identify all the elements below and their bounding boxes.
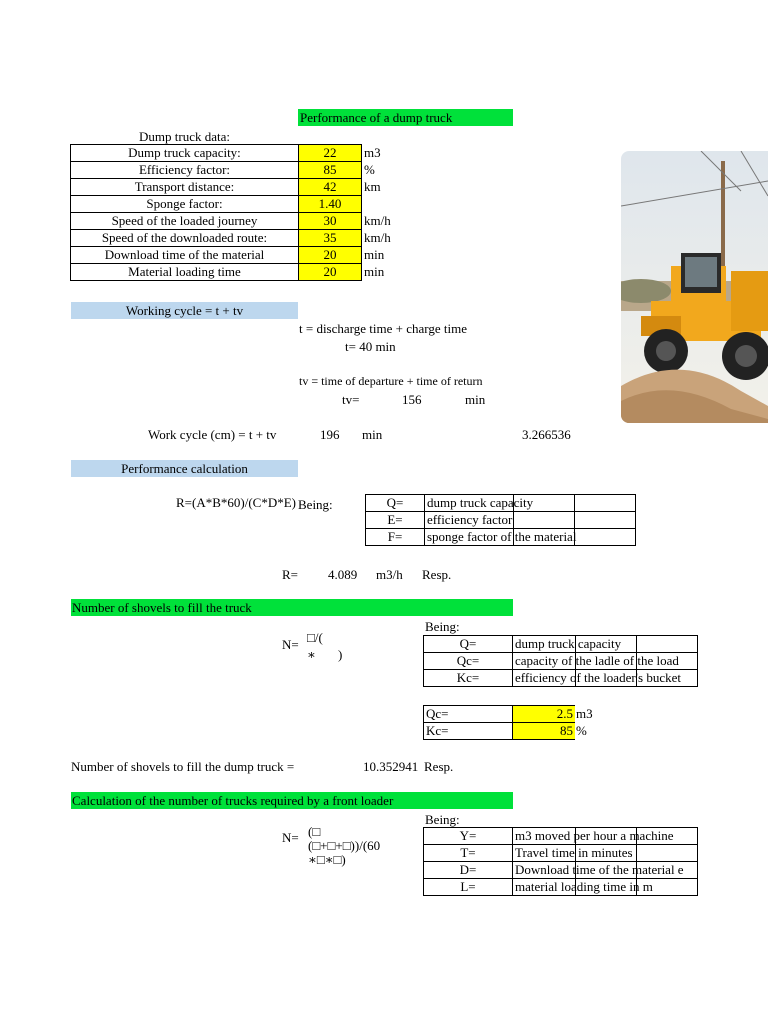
trucks-band (71, 792, 513, 809)
shovels-formula-bottom: ∗ (307, 647, 316, 662)
data-row-label: Dump truck capacity: (71, 145, 299, 162)
data-row-value[interactable]: 42 (299, 179, 362, 196)
data-row (71, 247, 407, 264)
definition-text: Download time of the material e (513, 862, 576, 879)
working-cycle-band (71, 302, 298, 319)
t-definition: t = discharge time + charge time (299, 321, 467, 336)
definition-row (366, 495, 636, 512)
data-row-label: Transport distance: (71, 179, 299, 196)
definition-row (424, 845, 698, 862)
definition-row (366, 512, 636, 529)
r-value: 4.089 (328, 567, 358, 582)
definition-symbol: L= (424, 879, 513, 896)
definition-text: efficiency factor (425, 512, 514, 529)
tv-label: tv= (342, 392, 360, 407)
tv-unit: min (465, 392, 486, 407)
definition-row (424, 653, 698, 670)
definition-text: Travel time in minutes (513, 845, 576, 862)
data-row (71, 213, 407, 230)
definition-empty-cell (575, 495, 636, 512)
data-row (71, 179, 407, 196)
shovels-input-table (423, 705, 575, 740)
shovels-header: Number of shovels to fill the truck (72, 600, 252, 615)
tv-value: 156 (402, 392, 422, 407)
definition-row (424, 636, 698, 653)
trucks-being: Being: (425, 812, 460, 827)
performance-band (71, 460, 298, 477)
data-row-unit: m3 (364, 145, 381, 160)
r-resp: Resp. (422, 567, 452, 582)
tv-definition: tv = time of departure + time of return (299, 374, 483, 388)
definition-empty-cell (575, 512, 636, 529)
data-header: Dump truck data: (139, 129, 230, 144)
definition-symbol: E= (366, 512, 425, 529)
data-row (71, 196, 407, 213)
shovels-n-label: N= (282, 637, 299, 652)
data-row-value[interactable]: 30 (299, 213, 362, 230)
data-row-unit: min (364, 247, 385, 262)
definition-symbol: Q= (366, 495, 425, 512)
performance-defs-table (365, 494, 636, 546)
data-row-label: Material loading time (71, 264, 299, 281)
r-unit: m3/h (376, 567, 403, 582)
data-row-unit (362, 196, 407, 213)
data-row-unit: km/h (364, 230, 391, 245)
data-row (71, 162, 407, 179)
data-row-unit: min (364, 264, 385, 279)
shovels-formula-paren: ) (338, 647, 343, 662)
shovels-defs-table (423, 635, 698, 687)
data-row-unit: km/h (364, 213, 391, 228)
definition-text: sponge factor of the material (425, 529, 514, 546)
definition-empty-cell (514, 512, 575, 529)
r-label: R= (282, 567, 299, 582)
data-row-label: Efficiency factor: (71, 162, 299, 179)
trucks-n-label: N= (282, 830, 299, 845)
data-row-value[interactable]: 20 (299, 264, 362, 281)
work-cycle-value: 196 (320, 427, 340, 442)
definition-row (424, 670, 698, 687)
definition-text: dump truck capacity (513, 636, 576, 653)
definition-text: dump truck capacity (425, 495, 514, 512)
work-cycle-hours: 3.266536 (522, 427, 571, 442)
definition-row (424, 828, 698, 845)
data-row-value[interactable]: 20 (299, 247, 362, 264)
qc-unit: m3 (576, 706, 593, 721)
front-loader-photo (621, 151, 768, 423)
definition-text: m3 moved per hour a machine (513, 828, 576, 845)
definition-symbol: T= (424, 845, 513, 862)
qc-value[interactable]: 2.5 (513, 706, 576, 723)
definition-symbol: Q= (424, 636, 513, 653)
trucks-defs-table (423, 827, 698, 896)
title-band (298, 109, 513, 126)
page-title: Performance of a dump truck (300, 110, 453, 125)
definition-symbol: F= (366, 529, 425, 546)
data-row-unit: % (364, 162, 375, 177)
definition-row (424, 862, 698, 879)
data-row-value[interactable]: 1.40 (299, 196, 362, 213)
definition-row (424, 879, 698, 896)
trucks-formula-l2: (□+□+□))/(60 (308, 838, 381, 853)
kc-value[interactable]: 85 (513, 723, 576, 740)
trucks-formula-l1: (□ (308, 824, 321, 839)
definition-empty-cell (637, 845, 698, 862)
t-value: t= 40 min (345, 339, 396, 354)
data-row-label: Download time of the material (71, 247, 299, 264)
definition-text: material loading time in m (513, 879, 576, 896)
shovels-band (71, 599, 513, 616)
shovels-result-resp: Resp. (424, 759, 454, 774)
performance-being: Being: (298, 497, 333, 512)
dump-truck-data-table (70, 144, 407, 281)
definition-text: efficiency of the loader's bucket (513, 670, 576, 687)
work-cycle-label: Work cycle (cm) = t + tv (148, 427, 277, 442)
performance-header: Performance calculation (121, 461, 248, 476)
shovels-result-value: 10.352941 (363, 759, 419, 774)
kc-label: Kc= (424, 723, 513, 740)
definition-symbol: Kc= (424, 670, 513, 687)
shovels-being: Being: (425, 619, 460, 634)
performance-formula: R=(A*B*60)/(C*D*E) (176, 495, 296, 510)
trucks-header: Calculation of the number of trucks required by a front loader (72, 793, 394, 808)
definition-text: capacity of the ladle of the load (513, 653, 576, 670)
definition-symbol: Qc= (424, 653, 513, 670)
data-row-unit: km (364, 179, 381, 194)
trucks-formula-l3: ∗□∗□) (308, 852, 346, 867)
data-row (71, 264, 407, 281)
kc-unit: % (576, 723, 587, 738)
data-row (71, 145, 407, 162)
data-row-label: Speed of the loaded journey (71, 213, 299, 230)
working-cycle-header: Working cycle = t + tv (125, 303, 244, 318)
definition-row (366, 529, 636, 546)
data-row-value[interactable]: 35 (299, 230, 362, 247)
shovels-formula-top: □/( (307, 630, 323, 645)
data-row-label: Sponge factor: (71, 196, 299, 213)
data-row-value[interactable]: 85 (299, 162, 362, 179)
definition-empty-cell (575, 529, 636, 546)
work-cycle-unit: min (362, 427, 383, 442)
definition-empty-cell (637, 636, 698, 653)
data-row (71, 230, 407, 247)
qc-label: Qc= (424, 706, 513, 723)
data-row-label: Speed of the downloaded route: (71, 230, 299, 247)
data-row-value[interactable]: 22 (299, 145, 362, 162)
definition-symbol: Y= (424, 828, 513, 845)
shovels-result-label: Number of shovels to fill the dump truck = (71, 759, 295, 774)
definition-symbol: D= (424, 862, 513, 879)
